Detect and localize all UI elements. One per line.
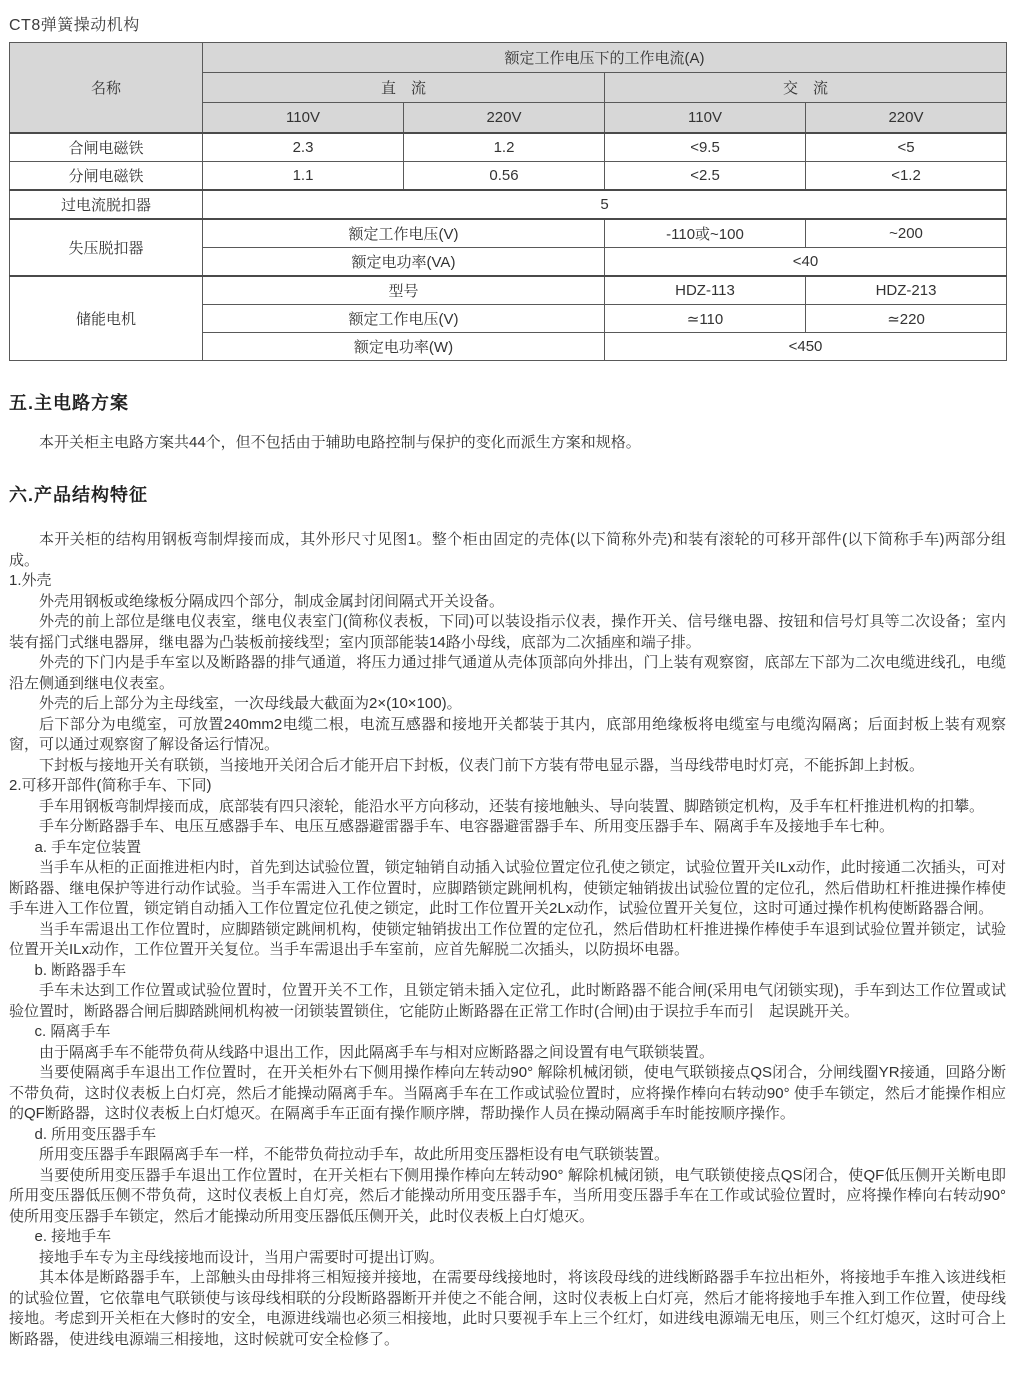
paragraph: 当要使隔离手车退出工作位置时，在开关柜外右下侧用操作棒向左转动90° 解除机械闭锁，使电气联锁接点QS闭合，分闸线圈YR接通，回路分断不带负荷，这时仪表板上白灯亮，然后才能操动隔离手车。当隔离手车在工作或试验位置时，应将操作棒向右转动90° 使手车锁定，然后才能操作相应的QF断路器，这时仪表板上白灯熄灭。在隔离手车正面有操作顺序牌，帮助操作人员在操动隔离手车时能按顺序操作。 — [9, 1064, 1006, 1122]
section-5-paragraph: 本开关柜主电路方案共44个，但不包括由于辅助电路控制与保护的变化而派生方案和规格。 — [39, 434, 641, 451]
value-cell: <40 — [605, 248, 1007, 277]
row-label: 合闸电磁铁 — [10, 133, 203, 162]
table-title: CT8弹簧操动机构 — [9, 17, 140, 34]
value-cell: 2.3 — [203, 133, 404, 162]
col-header-dc-220v: 220V — [404, 103, 605, 134]
paragraph: 其本体是断路器手车，上部触头由母排将三相短接并接地，在需要母线接地时，将该段母线的进线断路器手车拉出柜外，将接地手车推入该进线柜的试验位置，它依靠电气联锁使与该母线相联的分段断路器断开并使之不能合闸，这时仪表板上白灯亮，然后才能将接地手车推入到工作位置，使母线接地。考虑到开关柜在大修时的安全，电源进线端也必须三相接地，此时只要视手车上三个红灯，如进线电源端无电压，则三个红灯熄灭，这时可合上断路器，使进线电源端三相接地，这时候就可安全检修了。 — [9, 1269, 1006, 1348]
row-closing-electromagnet — [10, 133, 1007, 162]
section-6-body — [9, 530, 1006, 1350]
section-heading-5: 五.主电路方案 — [9, 393, 130, 413]
list-item-label: a. 手车定位装置 — [34, 838, 142, 856]
paragraph: 手车用钢板弯制焊接而成，底部装有四只滚轮，能沿水平方向移动，还装有接地触头、导向装置、脚踏锁定机构，及手车杠杆推进机构的扣攀。 — [39, 797, 985, 815]
param-cell: 额定工作电压(V) — [203, 305, 605, 333]
col-header-ac-220v: 220V — [806, 103, 1007, 134]
param-cell: 额定电功率(W) — [203, 333, 605, 361]
paragraph: 当要使所用变压器手车退出工作位置时，在开关柜右下侧用操作棒向左转动90° 解除机械闭锁，电气联锁使接点QS闭合，使QF低压侧开关断电即所用变压器低压侧不带负荷，这时仪表板上自灯亮，然后才能操动所用变压器手车，当所用变压器手车在工作或试验位置时，应将操作棒向右转动90° 使所用变压器手车锁定，然后才能操动所用变压器低压侧开关，此时仪表板上白灯熄灭。 — [9, 1166, 1006, 1225]
value-cell: 5 — [203, 190, 1007, 219]
header-row-1 — [10, 43, 1007, 73]
value-cell: 1.1 — [203, 162, 404, 191]
col-header-ac-110v: 110V — [605, 103, 806, 134]
section-heading-6: 六.产品结构特征 — [9, 485, 149, 505]
list-item-label: d. 所用变压器手车 — [34, 1125, 157, 1143]
param-cell: 额定工作电压(V) — [203, 219, 605, 248]
value-cell: 0.56 — [404, 162, 605, 191]
row-label: 储能电机 — [10, 276, 203, 361]
value-cell: <2.5 — [605, 162, 806, 191]
col-header-dc-110v: 110V — [203, 103, 404, 134]
list-item-label: c. 隔离手车 — [34, 1023, 111, 1040]
value-cell: <450 — [605, 333, 1007, 361]
paragraph: 手车分断路器手车、电压互感器手车、电压互感器避雷器手车、电容器避雷器手车、所用变压器手车、隔离手车及接地手车七种。 — [39, 818, 895, 835]
value-cell: HDZ-113 — [605, 276, 806, 305]
list-item-label: e. 接地手车 — [34, 1228, 112, 1245]
header-ac: 交 流 — [605, 73, 1007, 103]
param-cell: 型号 — [203, 276, 605, 305]
subsection-label: 2.可移开部件(简称手车、下同) — [9, 777, 212, 794]
paragraph: 外壳的前上部位是继电仪表室，继电仪表室门(简称仪表板，下同)可以装设指示仪表，操作开关、信号继电器、按钮和信号灯具等二次设备；室内装有摇门式继电器屏，继电器为凸装板前接线型；室内顶部能装14路小母线，底部为二次插座和端子排。 — [9, 613, 1006, 651]
paragraph: 外壳用钢板或绝缘板分隔成四个部分，制成金属封闭间隔式开关设备。 — [39, 592, 505, 610]
value-cell: 1.2 — [404, 133, 605, 162]
paragraph: 外壳的后上部分为主母线室，一次母线最大截面为2×(10×100)。 — [39, 695, 462, 712]
value-cell: HDZ-213 — [806, 276, 1007, 305]
value-cell: ~200 — [806, 219, 1007, 248]
header-dc: 直 流 — [203, 73, 605, 103]
row-opening-electromagnet — [10, 162, 1007, 191]
value-cell: ≃220 — [806, 305, 1007, 333]
paragraph: 所用变压器手车跟隔离手车一样，不能带负荷拉动手车，故此所用变压器柜设有电气联锁装置。 — [39, 1146, 670, 1163]
corner-header-name: 名称 — [10, 43, 203, 134]
paragraph: 当手车需退出工作位置时，应脚踏锁定跳闸机构，使锁定轴销拔出工作位置的定位孔，然后借助杠杆推进操作棒使手车退到试验位置并锁定，试验位置开关ILx动作，工作位置开关复位。当手车需退出手车室前，应首先解脱二次插头，以防损坏电器。 — [9, 920, 1006, 958]
row-label: 分闸电磁铁 — [10, 162, 203, 191]
row-label: 过电流脱扣器 — [10, 190, 203, 219]
value-cell: <9.5 — [605, 133, 806, 162]
paragraph: 手车未达到工作位置或试验位置时，位置开关不工作，且锁定销未插入定位孔，此时断路器不能合闸(采用电气闭锁实现)，手车到达工作位置或试验位置时，断路器合闸后脚踏跳闸机构被一闭锁装置锁住，它能防止断路器在正常工作时(合闸)由于误拉手车而引 起误跳开关。 — [9, 982, 1006, 1020]
paragraph: 接地手车专为主母线接地而设计，当用户需要时可提出订购。 — [39, 1248, 445, 1266]
paragraph: 当手车从柜的正面推进柜内时，首先到达试验位置，锁定轴销自动插入试验位置定位孔使之锁定，试验位置开关ILx动作，此时接通二次插头，可对断路器、继电保护等进行动作试验。当手车需进入工作位置时，应脚踏锁定跳闸机构，使锁定轴销拔出试验位置的定位孔，然后借助杠杆推进操作棒使手车进入工作位置，锁定销自动插入工作位置定位孔使之锁定，此时工作位置开关2Lx动作，试验位置开关复位，这时可通过操作机构使断路器合闸。 — [9, 859, 1006, 917]
row-overcurrent-release — [10, 190, 1007, 219]
list-item-label: b. 断路器手车 — [34, 961, 127, 979]
value-cell: <1.2 — [806, 162, 1007, 191]
value-cell: ≃110 — [605, 305, 806, 333]
row-energy-storage-motor-1 — [10, 276, 1007, 305]
spec-table — [9, 42, 1007, 361]
row-undervoltage-release-1 — [10, 219, 1007, 248]
paragraph: 后下部分为电缆室，可放置240mm2电缆二根，电流互感器和接地开关都装于其内，底部用绝缘板将电缆室与电缆沟隔离；后面封板上装有观察窗，可以通过观察窗了解设备运行情况。 — [9, 715, 1006, 753]
subsection-label: 1.外壳 — [9, 572, 52, 589]
paragraph: 本开关柜的结构用钢板弯制焊接而成，其外形尺寸见图1。整个柜由固定的壳体(以下简称外壳)和装有滚轮的可移开部件(以下简称手车)两部分组成。 — [9, 531, 1006, 569]
paragraph: 下封板与接地开关有联锁，当接地开关闭合后才能开启下封板，仪表门前下方装有带电显示器，当母线带电时灯亮，不能拆卸上封板。 — [39, 756, 925, 774]
value-cell: -110或~100 — [605, 219, 806, 248]
paragraph: 外壳的下门内是手车室以及断路器的排气通道，将压力通过排气通道从壳体顶部向外排出，门上装有观察窗，底部左下部为二次电缆进线孔，电缆沿左侧通到继电仪表室。 — [9, 654, 1006, 692]
param-cell: 额定电功率(VA) — [203, 248, 605, 277]
header-rated-current: 额定工作电压下的工作电流(A) — [203, 43, 1007, 73]
row-label: 失压脱扣器 — [10, 219, 203, 276]
value-cell: <5 — [806, 133, 1007, 162]
paragraph: 由于隔离手车不能带负荷从线路中退出工作，因此隔离手车与相对应断路器之间设置有电气联锁装置。 — [39, 1043, 715, 1061]
